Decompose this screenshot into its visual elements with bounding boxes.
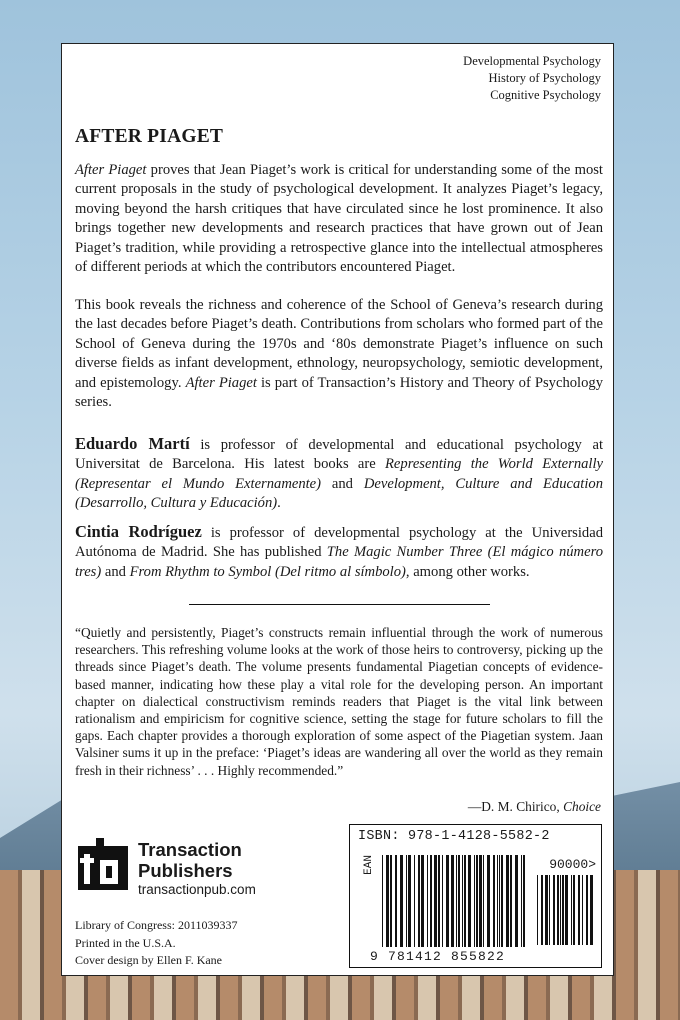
barcode-bar (537, 875, 538, 945)
barcode-bar (421, 855, 424, 947)
book-title-italic: Development, Culture and Education (Desarrollo, Cultura y Educación) (75, 475, 604, 512)
barcode-bar (590, 875, 593, 945)
attribution-source: Choice (563, 799, 601, 814)
barcode-bar (541, 875, 543, 945)
author-name: Cintia Rodríguez (75, 522, 202, 541)
barcode-bar (406, 855, 407, 947)
bio-text: and (101, 563, 130, 580)
barcode-bar (479, 855, 482, 947)
barcode-bar (464, 855, 466, 947)
barcode-bar (458, 855, 460, 947)
barcode-bar (483, 855, 484, 947)
subject-categories (463, 53, 601, 104)
colophon (75, 917, 238, 970)
barcode-bar (510, 855, 512, 947)
barcode-bar (523, 855, 525, 947)
category: Developmental Psychology (463, 54, 601, 68)
section-divider (189, 604, 490, 605)
category: History of Psychology (488, 71, 601, 85)
cover-design-credit: Cover design by Ellen F. Kane (75, 953, 223, 967)
barcode-bar (442, 855, 443, 947)
barcode-bar (414, 855, 415, 947)
barcode-bar (418, 855, 420, 947)
barcode-bar (545, 875, 548, 945)
barcode-bar (582, 875, 583, 945)
barcode-bar (451, 855, 454, 947)
barcode-bar (497, 855, 498, 947)
barcode-bar (493, 855, 495, 947)
paragraph-tail: is part of Transaction’s History and Theory of Psychology series. (75, 374, 603, 411)
barcode-bar (456, 855, 457, 947)
description-paragraph-1 (75, 161, 603, 277)
barcode-bar (506, 855, 509, 947)
description-paragraph-2 (75, 296, 603, 412)
ean-label: EAN (363, 855, 375, 875)
author-bio-marti (75, 434, 603, 514)
barcode-bar (434, 855, 437, 947)
attribution-author: —D. M. Chirico, (467, 799, 564, 814)
back-cover-panel (61, 43, 614, 976)
barcode-bar (382, 855, 383, 947)
barcode-bar (386, 855, 389, 947)
barcode-bar (586, 875, 588, 945)
barcode-bar (515, 855, 518, 947)
bio-text: is professor of developmental and educational psychology at Universitat de Barcelona. His latest books are (75, 437, 603, 473)
barcode-bar (446, 855, 449, 947)
category: Cognitive Psychology (490, 88, 601, 102)
book-title-italic: The Magic Number Three (El mágico número tres) (75, 544, 603, 580)
barcode-bar (427, 855, 428, 947)
barcode-bar (400, 855, 403, 947)
isbn-number: ISBN: 978-1-4128-5582-2 (358, 829, 550, 844)
barcode-bar (578, 875, 580, 945)
ean-barcode (382, 855, 530, 947)
italic-title: After Piaget (185, 374, 257, 391)
barcode-bar (468, 855, 471, 947)
barcode-bar (395, 855, 397, 947)
paragraph-text: This book reveals the richness and coherence of the School of Geneva’s research during the last decades before Piaget’s death. Contributions from scholars who formed part of the School of Geneva during the 1970s and ‘80s demonstrate Piaget’s influence on such diverse fields as infant development, ethnology, neuropsychology, semiotic development, and epistemology. (75, 297, 603, 391)
barcode-bar (557, 875, 559, 945)
publisher-url: transactionpub.com (138, 882, 256, 897)
review-quote: “Quietly and persistently, Piaget’s constructs remain influential through the work of numerous researchers. This refreshing volume looks at the work of those heirs to controversy, picking up the threads since Piaget’s death. The volume presents fundamental Piagetian concepts of evidence-based manner, indicating how these play a vital role for the developing person. An important chapter on dialectical constructivism reminds readers that Piaget is the vital link between rationalism and empiricism for cognitive science, setting the stage for future scholars to fill the gaps. Each chapter provides a thorough exploration of some aspect of the Piagetian system. Jaan Valsiner sums it up in the preface: ‘Piaget’s ideas are wandering all over the world as they remain fresh in their richness’ . . . Highly recommended.” (75, 625, 603, 778)
barcode-bar (499, 855, 500, 947)
publisher-name (138, 839, 256, 898)
barcode-bar (476, 855, 478, 947)
author-name: Eduardo Martí (75, 434, 190, 453)
publisher-name-line1: Transaction (138, 839, 242, 860)
barcode-bar (562, 875, 564, 945)
barcode-bar (430, 855, 432, 947)
library-of-congress: Library of Congress: 2011039337 (75, 918, 238, 932)
barcode-bar (560, 875, 561, 945)
quote-attribution (468, 799, 601, 815)
barcode-bar (565, 875, 568, 945)
bio-text: and (321, 475, 364, 492)
barcode-bar (573, 875, 575, 945)
bio-text: is professor of developmental psychology at the Universidad Autónoma de Madrid. She has published (75, 525, 603, 561)
italic-title: After Piaget (75, 162, 147, 178)
price-code: 90000> (549, 857, 596, 872)
book-title-italic: From Rhythm to Symbol (Del ritmo al símbolo) (129, 563, 406, 580)
publisher-logo (74, 836, 274, 896)
barcode-digits: 9 781412 855822 (370, 949, 506, 964)
barcode-bar (487, 855, 490, 947)
price-barcode (537, 875, 593, 945)
barcode-bar (521, 855, 522, 947)
book-title: AFTER PIAGET (75, 126, 224, 147)
barcode-bar (553, 875, 555, 945)
bio-text: . (277, 495, 281, 512)
isbn-barcode-box (349, 824, 602, 968)
barcode-bar (390, 855, 392, 947)
bio-text: , among other works. (405, 563, 530, 580)
barcode-bar (549, 875, 550, 945)
publisher-name-line2: Publishers (138, 860, 233, 881)
barcode-bar (438, 855, 440, 947)
author-bio-rodriguez (75, 522, 603, 582)
barcode-bar (571, 875, 572, 945)
printed-in: Printed in the U.S.A. (75, 935, 176, 950)
paragraph-text: proves that Jean Piaget’s work is critical for understanding some of the most current proposals in the study of psychological development. It analyzes Piaget’s legacy, moving beyond the harsh critiques that have circulated since he lost prominence. It also brings together new developments and research practices that have grown out of Jean Piaget’s tradition, while providing a retrospective glance into the intellectual atmospheres of different periods at which the contributors encountered Piaget. (75, 162, 603, 276)
barcode-bar (501, 855, 503, 947)
barcode-bar (474, 855, 475, 947)
barcode-bar (408, 855, 411, 947)
ta-logo-icon (74, 836, 132, 894)
book-title-italic: Representing the World Externally (Representar el Mundo Externamente) (75, 456, 603, 492)
barcode-bar (462, 855, 463, 947)
